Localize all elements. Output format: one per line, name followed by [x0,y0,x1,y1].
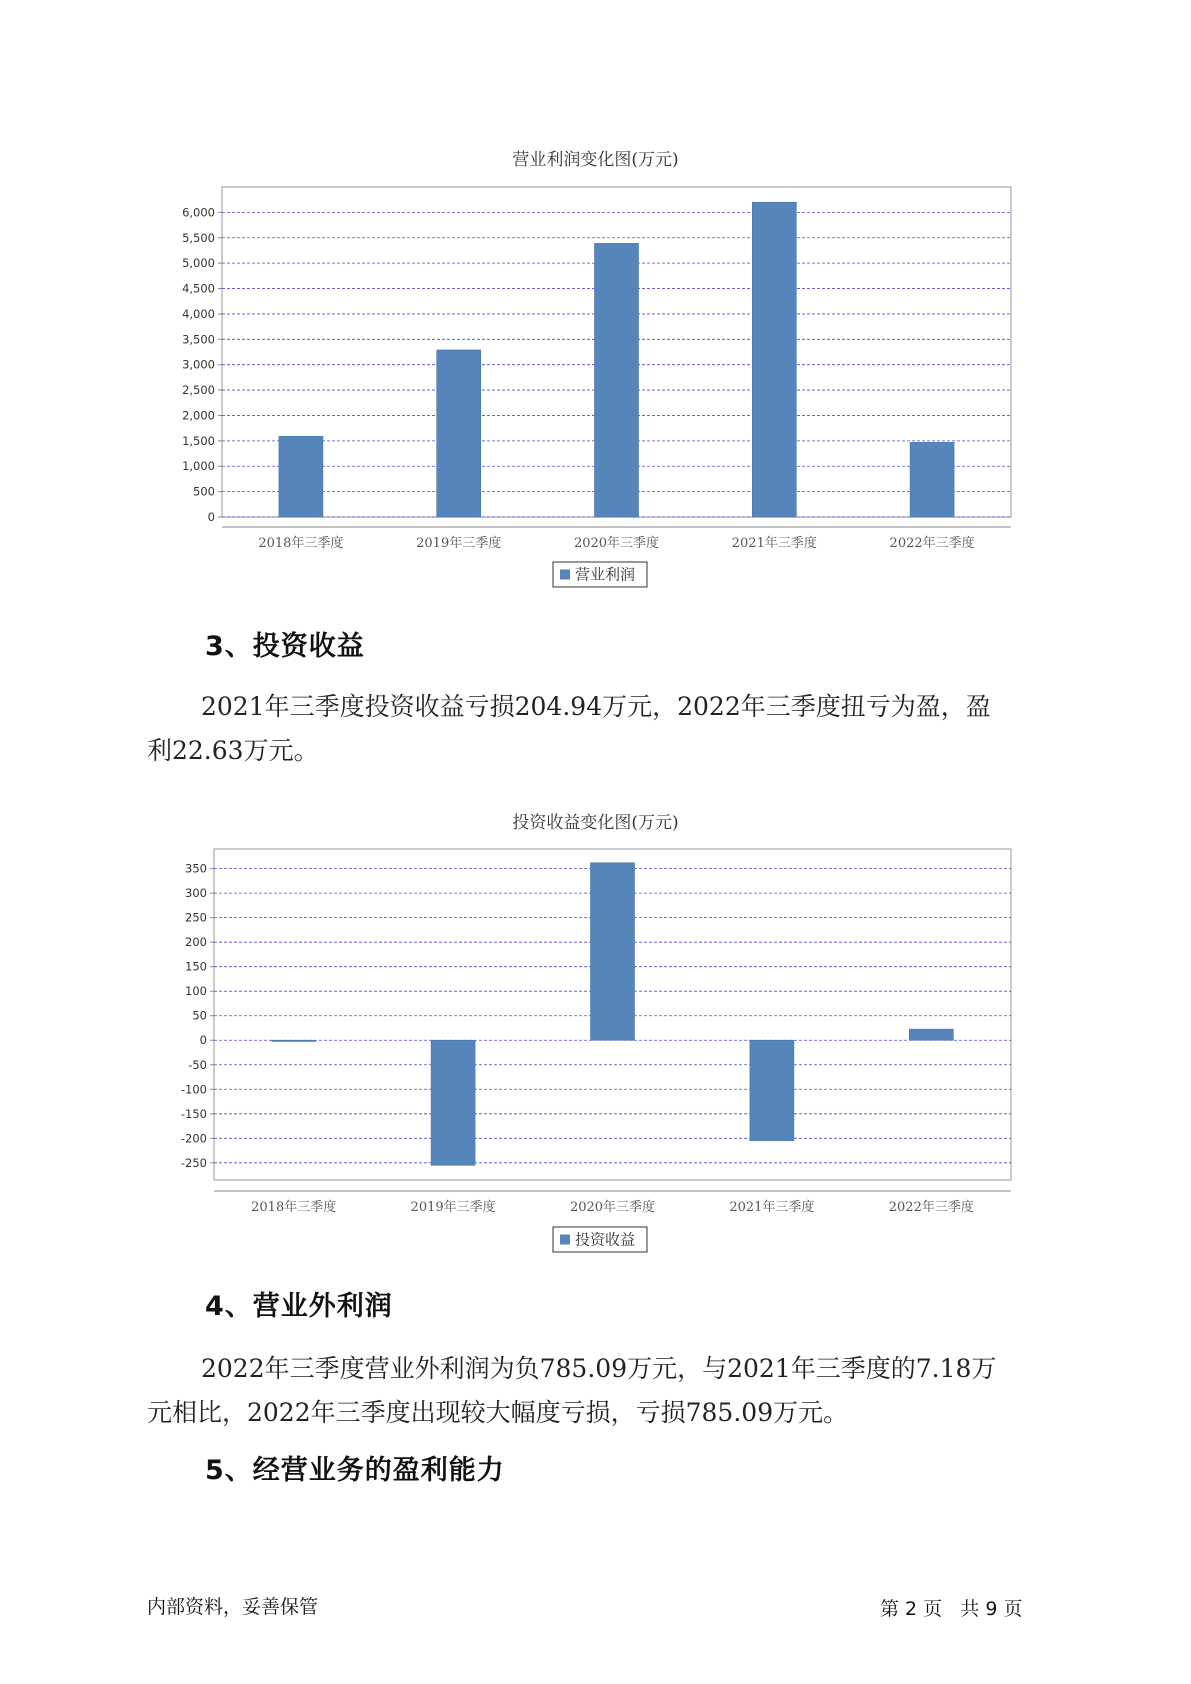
legend-label: 投资收益 [575,1230,636,1249]
bar [591,863,635,1041]
y-tick-label: 500 [193,484,215,499]
y-tick-label: 6,000 [182,205,215,220]
y-tick-label: 350 [185,861,207,876]
bar [437,350,481,517]
y-tick-label: 4,000 [182,306,215,321]
y-tick-label: 2,500 [182,383,215,398]
non-operating-profit-paragraph [147,1347,1047,1435]
y-tick-label: 300 [185,886,207,901]
y-tick-label: 5,000 [182,256,215,271]
y-tick-label: 100 [185,984,207,999]
y-tick-label: -150 [180,1106,207,1121]
y-tick-label: 2,000 [182,408,215,423]
footer-page-number: 第 2 页 共 9 页 [880,1598,1023,1620]
y-tick-label: 4,500 [182,281,215,296]
y-tick-label: 1,000 [182,459,215,474]
paragraph-line: 利22.63万元。 [147,736,319,765]
paragraph-line: 2021年三季度投资收益亏损204.94万元，2022年三季度扭亏为盈，盈 [201,692,991,721]
y-tick-label: 1,500 [182,433,215,448]
x-category-label: 2022年三季度 [889,536,975,551]
bar [909,1029,953,1040]
x-category-label: 2018年三季度 [251,1200,337,1215]
legend-swatch [560,1235,570,1245]
x-category-label: 2018年三季度 [258,536,344,551]
y-tick-label: -200 [180,1131,207,1146]
y-tick-label: 50 [192,1008,207,1023]
bar [750,1040,794,1140]
section-heading-investment-income: 3、投资收益 [205,631,365,662]
legend-label: 营业利润 [575,565,636,584]
bar [752,202,796,517]
section-heading-business-profitability: 5、经营业务的盈利能力 [205,1455,505,1486]
investment-income-chart [0,835,1191,1255]
paragraph-line: 2022年三季度营业外利润为负785.09万元，与2021年三季度的7.18万 [201,1354,997,1383]
x-category-label: 2021年三季度 [731,536,817,551]
x-category-label: 2019年三季度 [410,1200,496,1215]
legend-swatch [560,570,570,580]
bar [910,442,954,517]
x-category-label: 2021年三季度 [729,1200,815,1215]
footer-confidential-note: 内部资料，妥善保管 [147,1596,319,1618]
operating-profit-chart [0,170,1191,590]
y-tick-label: 250 [185,910,207,925]
y-tick-label: -100 [180,1082,207,1097]
bar [272,1040,316,1041]
bar [595,243,639,517]
y-tick-label: 3,500 [182,332,215,347]
bar [431,1040,475,1165]
y-tick-label: 5,500 [182,230,215,245]
x-category-label: 2022年三季度 [888,1200,974,1215]
bar [279,436,323,517]
chart-title-operating-profit: 营业利润变化图(万元) [512,150,679,170]
paragraph-line: 元相比，2022年三季度出现较大幅度亏损，亏损785.09万元。 [147,1398,849,1427]
x-category-label: 2019年三季度 [416,536,502,551]
y-tick-label: 150 [185,959,207,974]
chart-title-investment-income: 投资收益变化图(万元) [512,813,679,833]
section-heading-non-operating-profit: 4、营业外利润 [205,1291,393,1322]
investment-income-paragraph [147,685,1047,773]
x-category-label: 2020年三季度 [573,536,660,551]
y-tick-label: 3,000 [182,357,215,372]
y-tick-label: -250 [180,1155,207,1170]
y-tick-label: 0 [207,510,215,524]
y-tick-label: -50 [188,1057,207,1072]
y-tick-label: 200 [185,935,207,950]
y-tick-label: 0 [199,1033,207,1048]
x-category-label: 2020年三季度 [569,1200,656,1215]
